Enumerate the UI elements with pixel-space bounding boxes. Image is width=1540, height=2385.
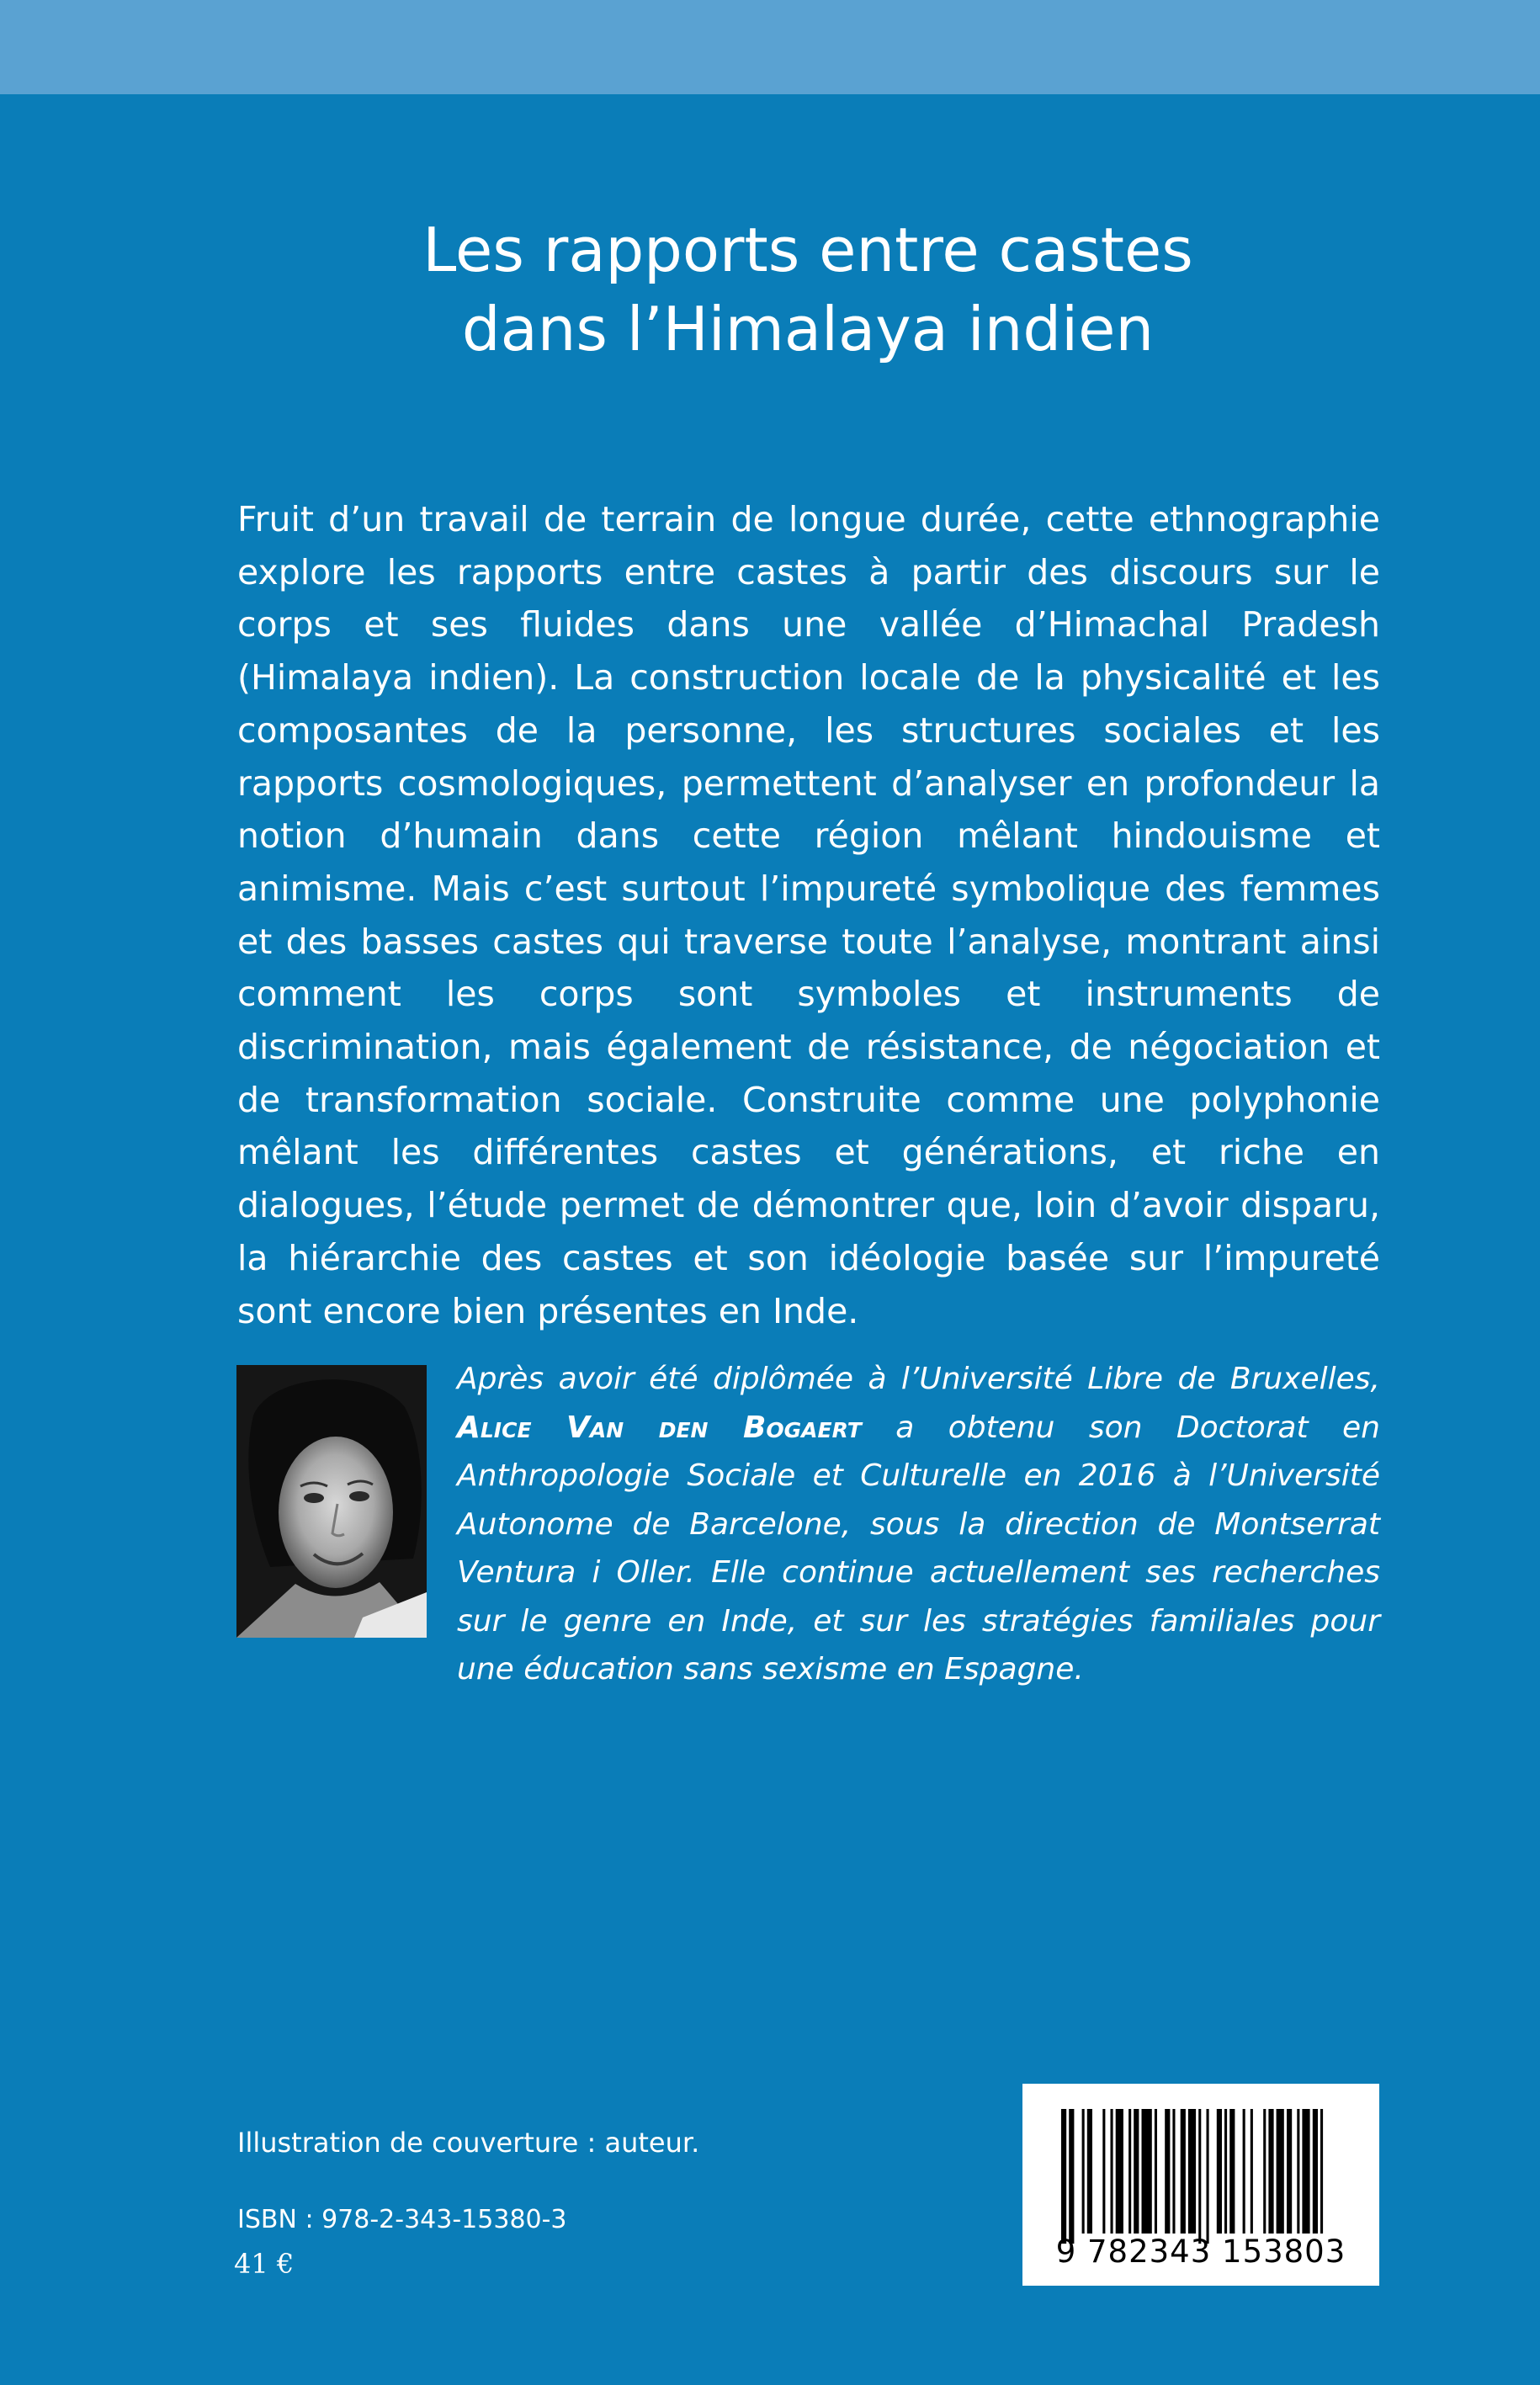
barcode-bar	[1188, 2109, 1196, 2234]
barcode	[1022, 2084, 1379, 2286]
author-bio-intro: Après avoir été diplômée à l’Université Libre de Bruxelles,	[457, 1362, 1380, 1396]
barcode-bar	[1134, 2109, 1139, 2234]
barcode-bar	[1277, 2109, 1284, 2234]
barcode-bar	[1268, 2109, 1273, 2234]
author-biography	[457, 1355, 1380, 1694]
author-bio-details: a obtenu son Doctorat en Anthropologie Sociale et Culturelle en 2016 à l’Université Autonome de Barcelone, sous la direction de Montserrat Ventura i Oller. Elle continue actuellement ses recherches sur le genre en Inde, et sur les stratégies familiales pour une éducation sans sexisme en Espagne.	[457, 1410, 1380, 1686]
barcode-bar	[1224, 2109, 1227, 2234]
cover-illustration-credit: Illustration de couverture : auteur.	[237, 2127, 700, 2159]
barcode-bar	[1069, 2109, 1074, 2244]
top-color-band	[0, 0, 1540, 94]
isbn-number: ISBN : 978-2-343-15380-3	[237, 2205, 567, 2234]
author-name: Alice Van den Bogaert	[457, 1410, 862, 1445]
barcode-bar	[1302, 2109, 1309, 2234]
barcode-bar	[1263, 2109, 1266, 2234]
barcode-bar	[1155, 2109, 1157, 2234]
barcode-bar	[1229, 2109, 1235, 2234]
book-description: Fruit d’un travail de terrain de longue durée, cette ethnographie explore les rapports entre castes à partir des discours sur le corps et ses fluides dans une vallée d’Himachal Pradesh (Himalaya indien). La construction locale de la physicalité et les composantes de la personne, les structures sociales et les rapports cosmologiques, permettent d’analyser en profondeur la notion d’humain dans cette région mêlant hindouisme et animisme. Mais c’est surtout l’impureté symbolique des femmes et des basses castes qui traverse toute l’analyse, montrant ainsi comment les corps sont symboles et instruments de discrimination, mais également de résistance, de négociation et de transformation sociale. Construite comme une polyphonie mêlant les différentes castes et générations, et riche en dialogues, l’étude permet de démontrer que, loin d’avoir disparu, la hiérarchie des castes et son idéologie basée sur l’impureté sont encore bien présentes en Inde.	[237, 499, 1380, 1331]
book-title-line-1: Les rapports entre castes	[422, 215, 1193, 285]
barcode-bar	[1313, 2109, 1318, 2234]
barcode-bar	[1243, 2109, 1245, 2234]
barcode-bar	[1207, 2109, 1209, 2244]
barcode-bar	[1082, 2109, 1085, 2234]
barcode-bar	[1198, 2109, 1201, 2244]
barcode-bar	[1128, 2109, 1131, 2234]
barcode-bar	[1172, 2109, 1175, 2234]
barcode-bar	[1297, 2109, 1299, 2234]
barcode-bar	[1087, 2109, 1092, 2234]
barcode-bar	[1320, 2109, 1323, 2234]
price: 41 €	[234, 2248, 295, 2280]
barcode-bar	[1165, 2109, 1170, 2234]
barcode-digits: 9 782343 153803	[1055, 2234, 1346, 2270]
barcode-bar	[1287, 2109, 1292, 2234]
book-title-line-2: dans l’Himalaya indien	[461, 294, 1155, 364]
barcode-bar	[1142, 2109, 1152, 2234]
book-title	[0, 210, 1540, 369]
barcode-bar	[1217, 2109, 1222, 2234]
barcode-bar	[1116, 2109, 1123, 2234]
barcode-bar	[1251, 2109, 1253, 2234]
barcode-bar	[1181, 2109, 1186, 2234]
barcode-bar	[1111, 2109, 1113, 2234]
author-photo	[236, 1365, 427, 1638]
barcode-bar	[1061, 2109, 1066, 2244]
barcode-bar	[1102, 2109, 1105, 2234]
